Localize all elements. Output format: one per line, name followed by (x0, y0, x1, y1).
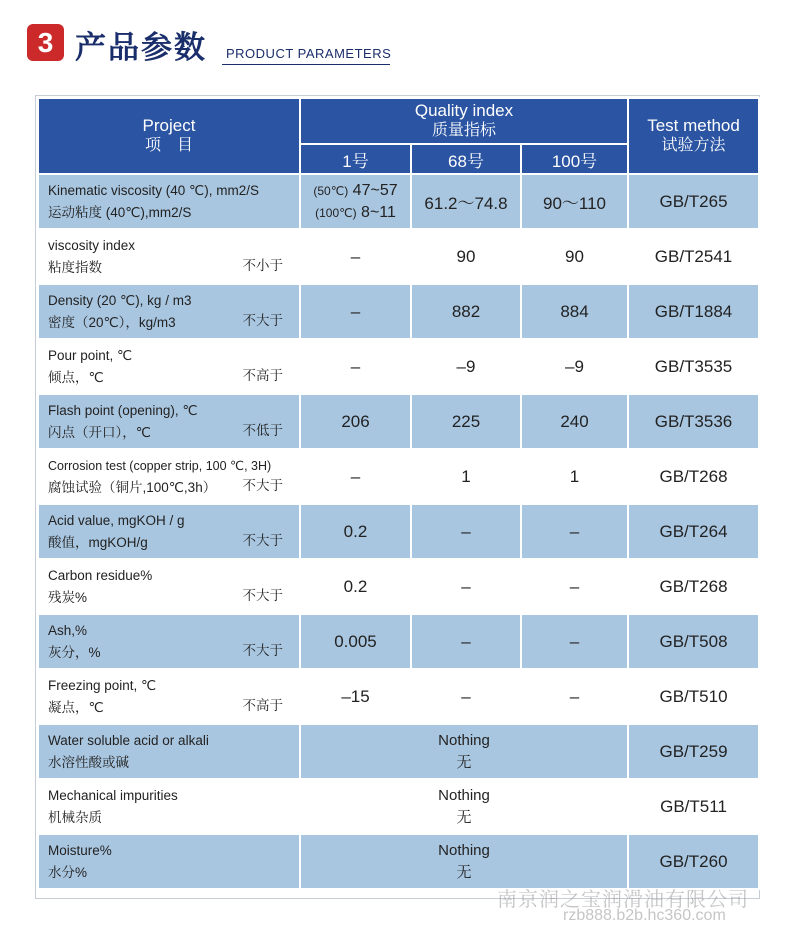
table-row (38, 284, 759, 339)
section-title-en: PRODUCT PARAMETERS (226, 46, 392, 61)
value-grade-1: 0.2 (300, 504, 411, 559)
row-label-cn: 运动粘度 (40℃),mm2/S (48, 204, 192, 220)
row-label-en: Density (20 ℃), kg / m3 (48, 292, 192, 308)
header-grade-68: 68号 (411, 144, 521, 174)
table-row (38, 339, 759, 394)
row-limit: 不大于 (242, 643, 283, 658)
row-label (38, 614, 300, 669)
test-method: GB/T510 (628, 669, 759, 724)
value-merged (300, 724, 628, 779)
test-method: GB/T264 (628, 504, 759, 559)
row-label-en: Water soluble acid or alkali (48, 732, 209, 748)
row-limit: 不低于 (242, 423, 283, 438)
row-label-cn: 密度（20℃），kg/m3 (48, 314, 176, 330)
value-merged (300, 779, 628, 834)
value-grade-68: – (411, 614, 521, 669)
header-grade-1: 1号 (300, 144, 411, 174)
value-grade-1: 0.005 (300, 614, 411, 669)
value-grade-1: – (300, 229, 411, 284)
row-label-en: Corrosion test (copper strip, 100 ℃, 3H) (48, 458, 272, 473)
value-grade-1 (300, 174, 411, 229)
row-label (38, 779, 300, 834)
value-grade-68: 225 (411, 394, 521, 449)
row-label (38, 669, 300, 724)
header-method-cn: 试验方法 (661, 137, 726, 154)
value-grade-68: – (411, 669, 521, 724)
value-unit: (100℃) (315, 205, 357, 220)
row-label-en: Carbon residue% (48, 567, 153, 583)
row-label-en: Kinematic viscosity (40 ℃), mm2/S (48, 182, 259, 198)
row-label (38, 559, 300, 614)
parameters-table (37, 97, 760, 890)
row-label-en: Mechanical impurities (48, 787, 178, 803)
row-label (38, 504, 300, 559)
table-row (38, 504, 759, 559)
header-project (38, 98, 300, 174)
row-label-cn: 灰分，% (48, 644, 101, 660)
value-grade-100: – (521, 614, 628, 669)
value-grade-68: –9 (411, 339, 521, 394)
row-label-cn: 粘度指数 (48, 259, 102, 275)
row-label-en: Moisture% (48, 842, 112, 858)
value-grade-100: 90 (521, 229, 628, 284)
value-grade-100: – (521, 669, 628, 724)
row-label (38, 284, 300, 339)
row-label-en: Acid value, mgKOH / g (48, 512, 185, 528)
test-method: GB/T265 (628, 174, 759, 229)
value-grade-1: – (300, 449, 411, 504)
value-grade-68: 1 (411, 449, 521, 504)
test-method: GB/T2541 (628, 229, 759, 284)
test-method: GB/T259 (628, 724, 759, 779)
row-limit: 不大于 (242, 478, 283, 493)
value-merged-en: Nothing (438, 786, 490, 804)
row-limit: 不高于 (242, 698, 283, 713)
header-method-en: Test method (647, 116, 740, 135)
table-row (38, 229, 759, 284)
value-grade-1: –15 (300, 669, 411, 724)
table-row (38, 834, 759, 889)
value-grade-68: 90 (411, 229, 521, 284)
row-label-cn: 机械杂质 (48, 809, 102, 825)
value-merged-en: Nothing (438, 841, 490, 859)
value-grade-68: 882 (411, 284, 521, 339)
value-merged-cn: 无 (456, 808, 472, 826)
value-grade-1: – (300, 284, 411, 339)
row-label-cn: 凝点，℃ (48, 699, 104, 715)
test-method: GB/T260 (628, 834, 759, 889)
row-label-en: Flash point (opening), ℃ (48, 402, 198, 418)
value-merged-en: Nothing (438, 731, 490, 749)
value-grade-68: – (411, 559, 521, 614)
row-label-en: Freezing point, ℃ (48, 677, 157, 693)
value-grade-68: 61.2～74.8 (411, 174, 521, 229)
row-label-en: Pour point, ℃ (48, 347, 133, 363)
value-grade-1: 206 (300, 394, 411, 449)
row-label-cn: 腐蚀试验（铜片,100℃,3h） (48, 479, 217, 495)
row-limit: 不小于 (242, 258, 283, 273)
row-label (38, 834, 300, 889)
header-grade-100: 100号 (521, 144, 628, 174)
header-project-en: Project (142, 116, 196, 135)
value-grade-100: 90～110 (521, 174, 628, 229)
section-number-badge: 3 (27, 24, 64, 61)
header-quality-en: Quality index (414, 101, 514, 120)
row-limit: 不大于 (242, 313, 283, 328)
row-label-cn: 酸值，mgKOH/g (48, 534, 148, 550)
test-method: GB/T268 (628, 559, 759, 614)
header-quality (300, 98, 628, 144)
row-label (38, 339, 300, 394)
table-row (38, 614, 759, 669)
row-label-cn: 残炭% (48, 589, 88, 605)
value-grade-100: –9 (521, 339, 628, 394)
row-label (38, 394, 300, 449)
value-grade-1: 0.2 (300, 559, 411, 614)
value-range: 47~57 (352, 181, 398, 199)
title-underline (222, 64, 390, 65)
row-label-en: viscosity index (48, 237, 136, 253)
header-quality-cn: 质量指标 (432, 122, 497, 139)
value-grade-68: – (411, 504, 521, 559)
row-limit: 不大于 (242, 588, 283, 603)
row-limit: 不高于 (242, 368, 283, 383)
value-grade-100: – (521, 504, 628, 559)
test-method: GB/T268 (628, 449, 759, 504)
watermark-company: 南京润之宝润滑油有限公司 (497, 889, 749, 911)
row-label-cn: 闪点（开口），℃ (48, 424, 151, 440)
section-title-cn: 产品参数 (75, 30, 207, 65)
row-label (38, 229, 300, 284)
value-grade-1: – (300, 339, 411, 394)
value-merged-cn: 无 (456, 753, 472, 771)
value-unit: (50℃) (313, 183, 349, 198)
test-method: GB/T3536 (628, 394, 759, 449)
test-method: GB/T511 (628, 779, 759, 834)
value-grade-100: 884 (521, 284, 628, 339)
value-grade-100: – (521, 559, 628, 614)
value-grade-100: 1 (521, 449, 628, 504)
test-method: GB/T1884 (628, 284, 759, 339)
row-limit: 不大于 (242, 533, 283, 548)
table-row (38, 559, 759, 614)
row-label-cn: 倾点，℃ (48, 369, 104, 385)
table-row (38, 724, 759, 779)
row-label-en: Ash,% (48, 622, 88, 638)
row-label (38, 449, 300, 504)
watermark-url: rzb888.b2b.hc360.com (563, 907, 726, 924)
row-label-cn: 水溶性酸或碱 (48, 754, 129, 770)
header-project-cn: 项 目 (144, 137, 193, 154)
value-merged (300, 834, 628, 889)
test-method: GB/T508 (628, 614, 759, 669)
value-merged-cn: 无 (456, 863, 472, 881)
table-row (38, 779, 759, 834)
header-method (628, 98, 759, 174)
table-row (38, 394, 759, 449)
row-label (38, 724, 300, 779)
value-range: 8~11 (361, 203, 396, 221)
row-label-cn: 水分% (48, 864, 88, 880)
value-grade-100: 240 (521, 394, 628, 449)
table-row (38, 174, 759, 229)
row-label (38, 174, 300, 229)
table-row (38, 449, 759, 504)
table-row (38, 669, 759, 724)
parameters-table-container (35, 95, 760, 899)
test-method: GB/T3535 (628, 339, 759, 394)
